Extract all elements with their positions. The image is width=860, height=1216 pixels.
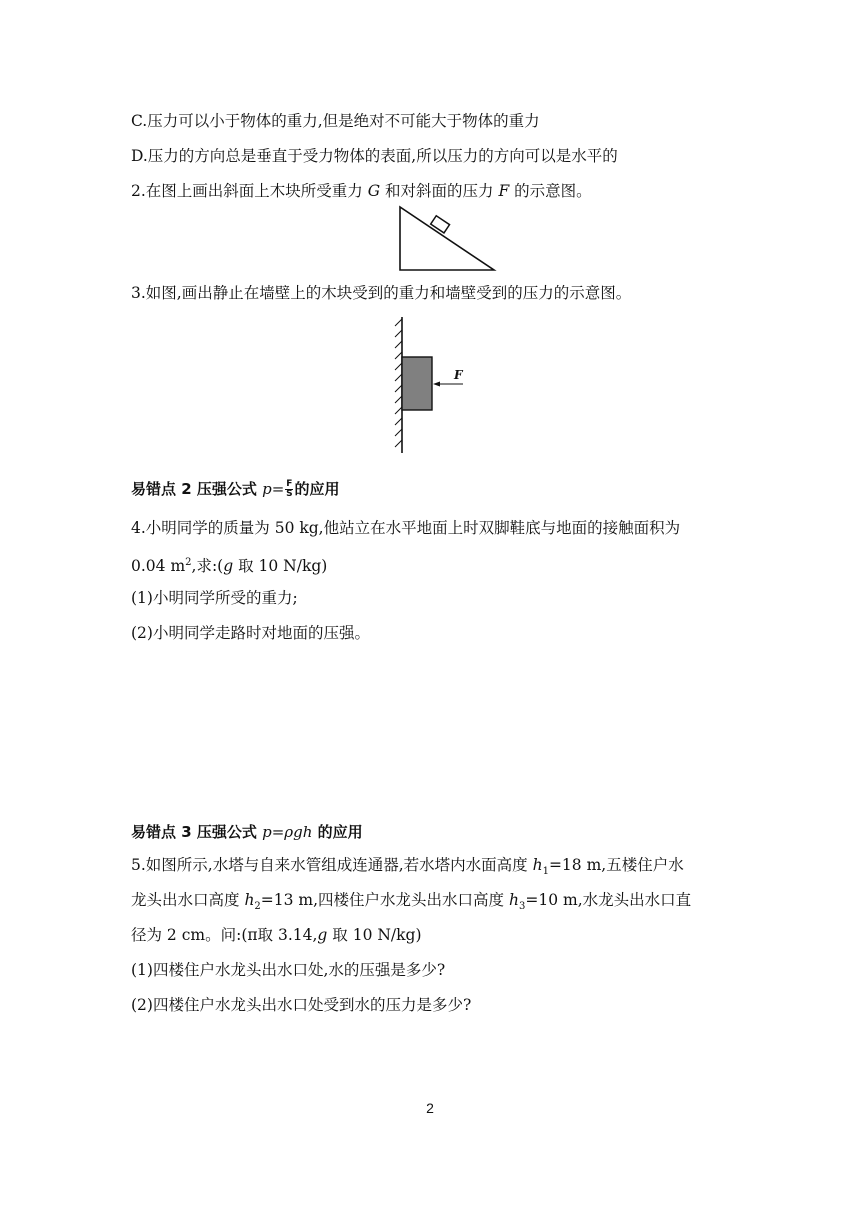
fraction-f-over-s: $\frac{F}{S}$ xyxy=(286,479,293,499)
question-3: 3.如图,画出静止在墙壁上的木块受到的重力和墙壁受到的压力的示意图。 xyxy=(131,284,632,302)
question-5-line-1: 5.如图所示,水塔与自来水管组成连通器,若水塔内水面高度 $h_1=18$ m,五楼住户水 xyxy=(131,856,684,878)
question-4-line-2: 0.04 $m^2$,求:(g 取 10 N/kg) xyxy=(131,557,328,576)
section-heading-3: 易错点 3 压强公式 p=ρgh 的应用 xyxy=(131,823,363,841)
wall-block xyxy=(402,357,432,410)
question-2: 2.在图上画出斜面上木块所受重力 G 和对斜面的压力 F 的示意图。 xyxy=(131,182,592,200)
section-heading-2: 易错点 2 压强公式 p= $\frac{F}{S}$ 的应用 xyxy=(131,479,340,499)
question-5-part-2: (2)四楼住户水龙头出水口处受到水的压力是多少? xyxy=(131,996,472,1014)
question-5-line-2: 龙头出水口高度 $h_2=13$ m,四楼住户水龙头出水口高度 $h_3=10$ m,水龙头出水口直 xyxy=(131,891,692,913)
question-4-part-1: (1)小明同学所受的重力; xyxy=(131,589,298,607)
option-d: D.压力的方向总是垂直于受力物体的表面,所以压力的方向可以是水平的 xyxy=(131,147,618,165)
wall-figure xyxy=(390,315,470,455)
option-c: C.压力可以小于物体的重力,但是绝对不可能大于物体的重力 xyxy=(131,112,540,130)
page-number: 2 xyxy=(426,1100,434,1116)
question-4-line-1: 4.小明同学的质量为 50 kg,他站立在水平地面上时双脚鞋底与地面的接触面积为 xyxy=(131,519,681,537)
incline-triangle xyxy=(400,207,494,270)
force-label: F xyxy=(454,368,463,382)
incline-figure xyxy=(398,205,498,273)
question-5-line-3: 径为 2 cm。问:(π取 3.14,g 取 10 N/kg) xyxy=(131,926,422,944)
question-4-part-2: (2)小明同学走路时对地面的压强。 xyxy=(131,624,370,642)
question-5-part-1: (1)四楼住户水龙头出水口处,水的压强是多少? xyxy=(131,961,446,979)
